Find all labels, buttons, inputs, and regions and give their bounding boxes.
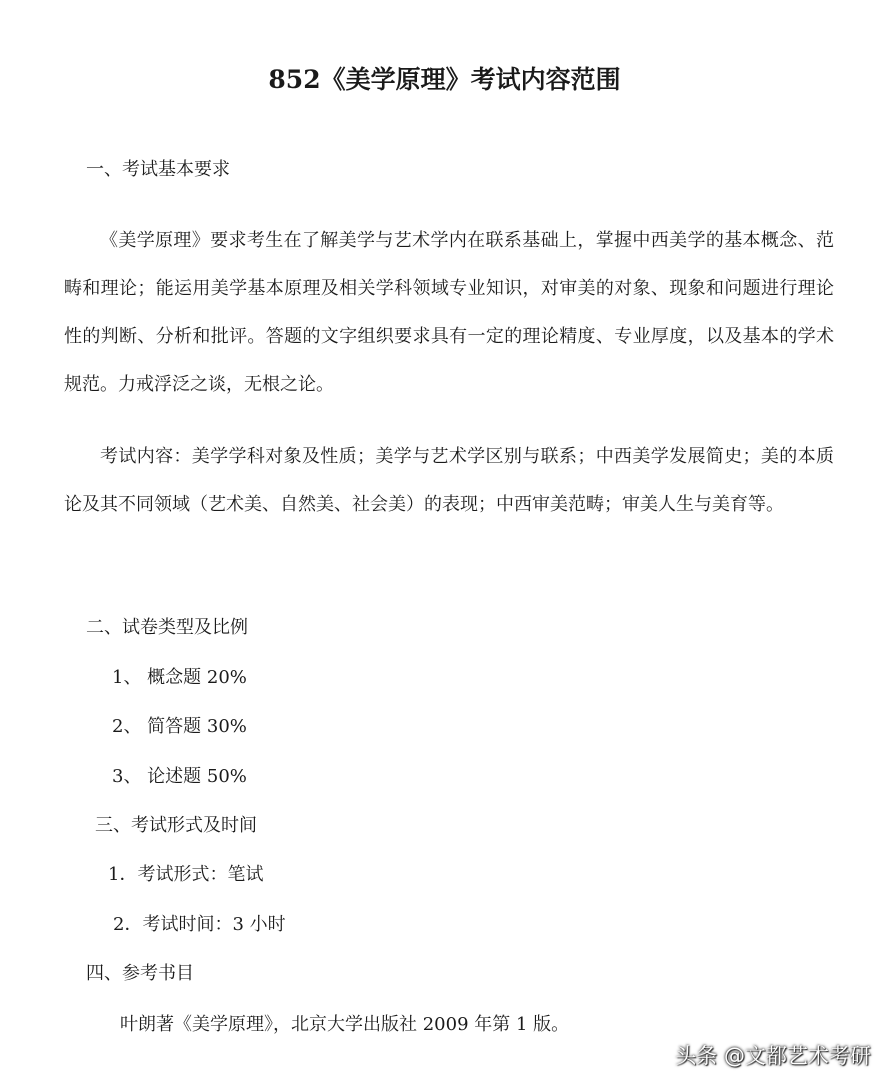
section-heading-references: 四、参考书目 <box>86 963 194 984</box>
watermark: 头条 @文都艺术考研 <box>675 1044 871 1068</box>
paper-type-item: 3、 论述题 50% <box>112 766 247 787</box>
paper-type-item: 2、 简答题 30% <box>112 716 247 737</box>
section-heading-exam-format: 三、考试形式及时间 <box>95 815 257 836</box>
section-heading-paper-types: 二、试卷类型及比例 <box>86 617 248 638</box>
section-heading-requirements: 一、考试基本要求 <box>86 159 230 180</box>
document-title: 852《美学原理》考试内容范围 <box>268 65 621 94</box>
requirements-paragraph: 《美学原理》要求考生在了解美学与艺术学内在联系基础上，掌握中西美学的基本概念、范畴和理论；能运用美学基本原理及相关学科领域专业知识，对审美的对象、现象和问题进行理论性的判断、分析和批评。答题的文字组织要求具有一定的理论精度、专业厚度，以及基本的学术规范。力戒浮泛之谈，无根之论。 <box>64 230 834 395</box>
reference-entry: 叶朗著《美学原理》，北京大学出版社 2009 年第 1 版。 <box>120 1014 570 1035</box>
exam-content-paragraph: 考试内容：美学学科对象及性质；美学与艺术学区别与联系；中西美学发展简史；美的本质论及其不同领域（艺术美、自然美、社会美）的表现；中西审美范畴；审美人生与美育等。 <box>64 446 834 515</box>
exam-time-item: 2．考试时间：3 小时 <box>113 914 286 935</box>
paper-type-item: 1、 概念题 20% <box>112 667 247 688</box>
exam-format-item: 1．考试形式：笔试 <box>108 864 264 885</box>
